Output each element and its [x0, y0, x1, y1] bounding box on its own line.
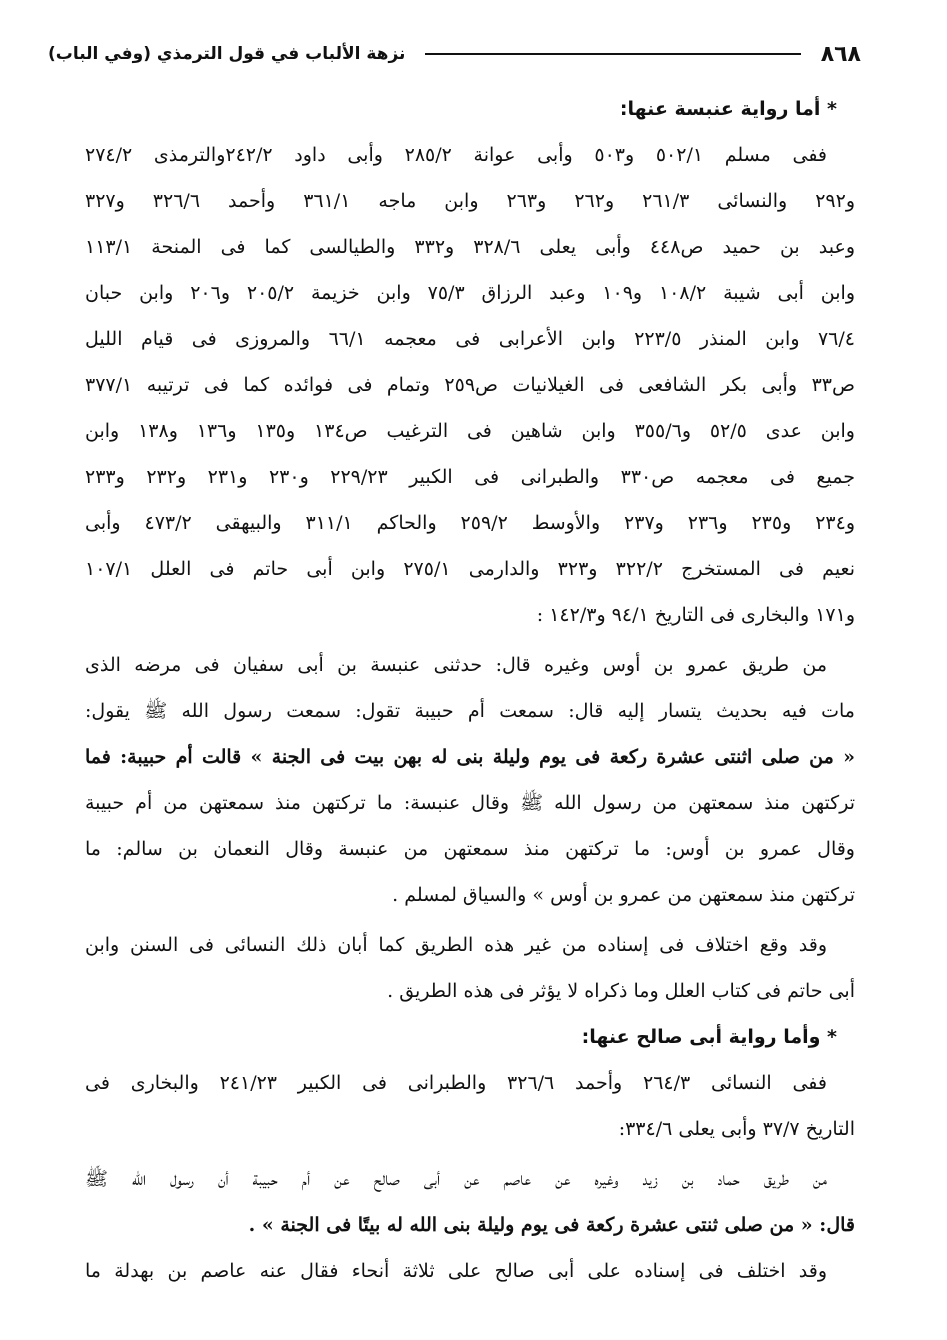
narration-line: تركتهن منذ سمعتهن من عمرو بن أوس » والسياق لمسلم .	[392, 884, 855, 906]
narration-anbasa	[85, 642, 855, 918]
ikhtilaf-anbasa	[85, 922, 855, 1014]
reference-line: التاريخ ٣٧/٧ وأبى يعلى ٣٣٤/٦:	[618, 1118, 855, 1140]
reference-line: جميع فى معجمه ص٣٣٠ والطبرانى فى الكبير ٢٢٩/٢٣ و٢٣٠ و٢٣١ و٢٣٢ و٢٣٣	[85, 466, 855, 488]
narration-line: من طريق عمرو بن أوس وغيره قال: حدثنى عنبسة بن أبى سفيان فى مرضه الذى	[85, 654, 827, 676]
narration-abu-salih	[85, 1156, 855, 1248]
header-rule	[425, 53, 800, 55]
page-number: ٨٦٨	[820, 41, 861, 67]
paragraph-line: وقد اختلف فى إسناده على أبى صالح على ثلاثة أنحاء فقال عنه عاصم بن بهدلة ما	[85, 1260, 827, 1282]
narration-line: من طريق حماد بن زيد وغيره عن عاصم عن أبى صالح عن أم حبيبة أن رسول الله ﷺ	[85, 1168, 828, 1190]
reference-line: و١٧١ والبخارى فى التاريخ ٩٤/١ و١٤٢/٣ :	[536, 604, 855, 626]
reference-line: وعبد بن حميد ص٤٤٨ وأبى يعلى ٣٢٨/٦ و٣٣٢ والطيالسى كما فى المنحة ١١٣/١	[85, 236, 855, 258]
reference-line: و٢٣٤ و٢٣٥ و٢٣٦ و٢٣٧ والأوسط ٢٥٩/٢ والحاكم ٣١١/١ والبيهقى ٤٧٣/٢ وأبى	[85, 512, 855, 534]
reference-line: ص٣٣ وأبى بكر الشافعى فى الغيلانيات ص٢٥٩ وتمام فى فوائده كما فى ترتيبه ٣٧٧/١	[85, 374, 855, 396]
narration-line: مات فيه بحديث يتسار إليه قال: سمعت أم حبيبة تقول: سمعت رسول الله ﷺ يقول:	[85, 700, 855, 722]
hadith-text-line: « من صلى اثنتى عشرة ركعة فى يوم وليلة بنى له بهن بيت فى الجنة » قالت أم حبيبة: فما	[85, 746, 855, 768]
reference-line: ففى النسائى ٢٦٤/٣ وأحمد ٣٢٦/٦ والطبرانى فى الكبير ٢٤١/٢٣ والبخارى فى	[85, 1072, 827, 1094]
reference-line: و٢٩٢ والنسائى ٢٦١/٣ و٢٦٢ و٢٦٣ وابن ماجه ٣٦١/١ وأحمد ٣٢٦/٦ و٣٢٧	[85, 190, 855, 212]
section-heading-anbasa: * أما رواية عنبسة عنها:	[619, 98, 837, 120]
hadith-text-line: قال: « من صلى ثنتى عشرة ركعة فى يوم وليلة بنى الله له بيتًا فى الجنة » .	[248, 1214, 855, 1236]
page-header	[48, 34, 861, 74]
running-title: نزهة الألباب في قول الترمذي (وفي الباب)	[48, 44, 406, 64]
paragraph-line: وقد وقع اختلاف فى إسناده من غير هذه الطريق كما أبان ذلك النسائى فى السنن وابن	[85, 934, 827, 956]
reference-line: وابن أبى شيبة ١٠٨/٢ و١٠٩ وعبد الرزاق ٧٥/٣ وابن خزيمة ٢٠٥/٢ و٢٠٦ وابن حبان	[85, 282, 855, 304]
section-heading-abu-salih: * وأما رواية أبى صالح عنها:	[581, 1026, 837, 1048]
reference-line: ففى مسلم ٥٠٢/١ و٥٠٣ وأبى عوانة ٢٨٥/٢ وأبى داود ٢٤٢/٢والترمذى ٢٧٤/٢	[85, 144, 828, 166]
reference-line: نعيم فى المستخرج ٣٢٢/٢ و٣٢٣ والدارمى ٢٧٥/١ وابن أبى حاتم فى العلل ١٠٧/١	[85, 558, 855, 580]
paragraph-line: أبى حاتم فى كتاب العلل وما ذكراه لا يؤثر فى هذه الطريق .	[387, 980, 855, 1002]
narration-line: وقال عمرو بن أوس: ما تركتهن منذ سمعتهن من عنبسة وقال النعمان بن سالم: ما	[85, 838, 855, 860]
reference-line: وابن عدى ٥٢/٥ و٣٥٥/٦ وابن شاهين فى الترغيب ص١٣٤ و١٣٥ و١٣٦ و١٣٨ وابن	[85, 420, 855, 442]
narration-line: تركتهن منذ سمعتهن من رسول الله ﷺ وقال عنبسة: ما تركتهن منذ سمعتهن من أم حبيبة	[85, 792, 855, 814]
reference-line: ٧٦/٤ وابن المنذر ٢٢٣/٥ وابن الأعرابى فى معجمه ٦٦/١ والمروزى فى قيام الليل	[85, 328, 855, 350]
page-body	[85, 86, 855, 1294]
references-anbasa	[85, 132, 855, 638]
references-abu-salih	[85, 1060, 855, 1152]
